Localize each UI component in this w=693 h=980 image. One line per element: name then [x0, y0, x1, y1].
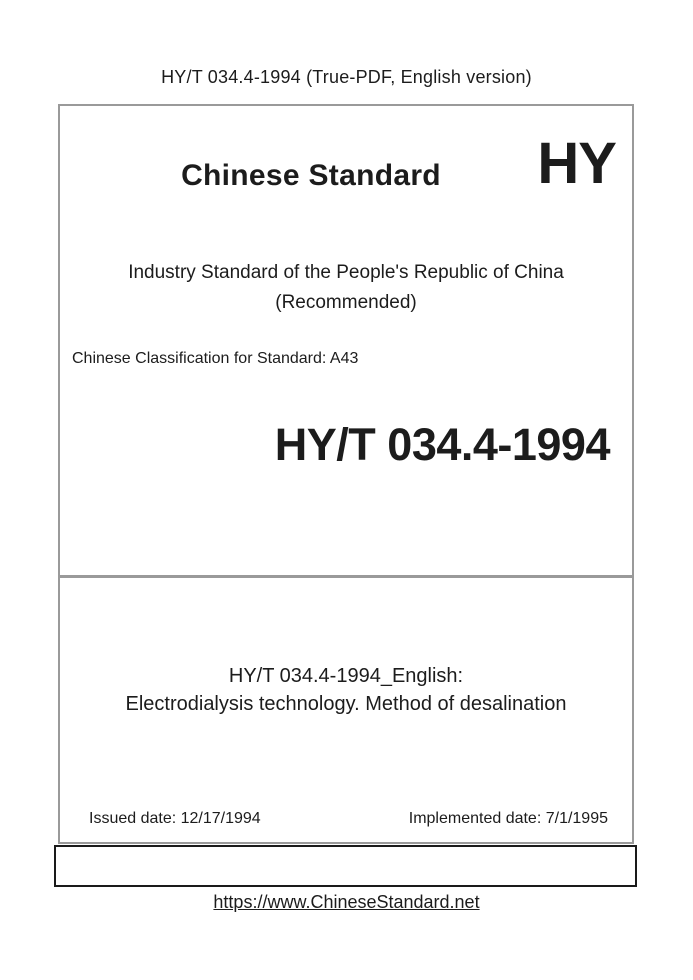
english-title-line1: HY/T 034.4-1994_English:	[228, 665, 464, 687]
cover-box	[58, 104, 634, 844]
brand-title: Chinese Standard	[181, 159, 441, 192]
standard-type-recommended: (Recommended)	[275, 292, 417, 313]
implemented-date: Implemented date: 7/1/1995	[408, 810, 608, 827]
dates-row	[60, 810, 632, 828]
page-header-title: HY/T 034.4-1994 (True-PDF, English version)	[161, 67, 532, 87]
english-title-line2: Electrodialysis technology. Method of desalination	[125, 693, 567, 715]
brand-code-logo: HY	[537, 131, 616, 196]
standard-type-line: Industry Standard of the People's Republic of China	[128, 262, 564, 283]
issued-date: Issued date: 12/17/1994	[89, 810, 261, 827]
classification-label: Chinese Classification for Standard: A43	[72, 350, 359, 367]
empty-footer-box	[54, 845, 637, 887]
section-divider	[60, 575, 632, 578]
english-title-block	[60, 662, 632, 718]
standard-number: HY/T 034.4-1994	[274, 419, 610, 470]
page-footer	[0, 892, 693, 913]
website-link[interactable]: https://www.ChineseStandard.net	[213, 892, 480, 912]
